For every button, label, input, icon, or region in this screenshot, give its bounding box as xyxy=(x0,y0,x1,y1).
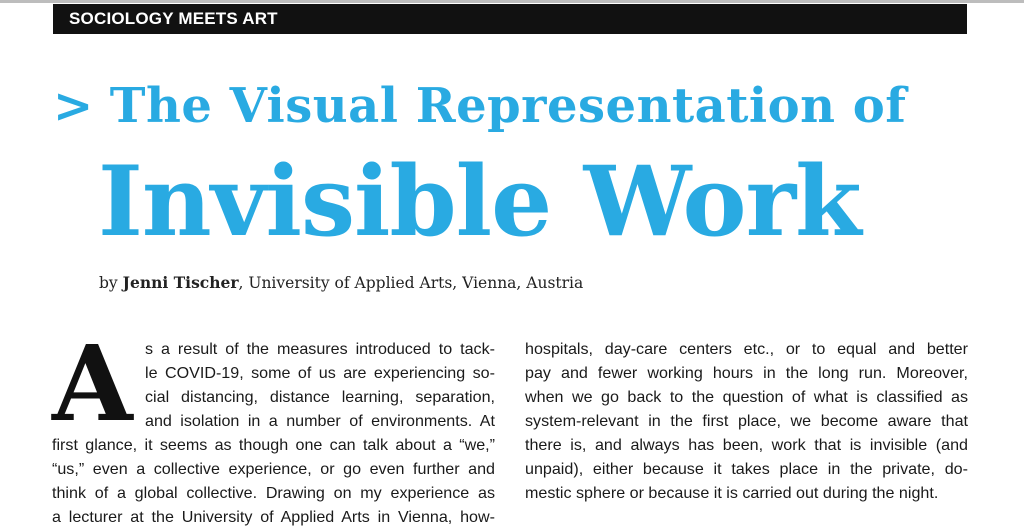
body-line: le COVID-19, some of us are experiencing so- xyxy=(145,364,495,382)
chevron-icon: > xyxy=(53,78,94,134)
article-column-right xyxy=(525,337,968,505)
top-divider xyxy=(0,0,1024,3)
article-column-left xyxy=(52,322,495,529)
body-line: mestic sphere or because it is carried out during the night. xyxy=(525,484,939,502)
author-affiliation: , University of Applied Arts, Vienna, Austria xyxy=(238,274,584,292)
article-title-line-2: Invisible Work xyxy=(98,145,861,258)
body-line: cial distancing, distance learning, separation, xyxy=(145,388,495,406)
byline xyxy=(99,272,979,294)
body-line: unpaid), either because it takes place in the private, do- xyxy=(525,460,968,478)
body-line: s a result of the measures introduced to tack- xyxy=(145,340,495,358)
body-line: hospitals, day-care centers etc., or to equal and better xyxy=(525,340,968,358)
body-line: when we go back to the question of what is classified as xyxy=(525,388,968,406)
article-title-line-1 xyxy=(53,74,973,138)
body-line: “us,” even a collective experience, or go even further and xyxy=(52,460,495,478)
body-line: there is, and always has been, work that is invisible (and xyxy=(525,436,968,454)
body-line: a lecturer at the University of Applied Arts in Vienna, how- xyxy=(52,508,495,526)
drop-cap: A xyxy=(52,322,133,445)
body-line: pay and fewer working hours in the long run. Moreover, xyxy=(525,364,968,382)
byline-prefix: by xyxy=(99,274,118,292)
body-line: first glance, it seems as though one can talk about a “we,” xyxy=(52,436,495,454)
body-line: system-relevant in the first place, we become aware that xyxy=(525,412,968,430)
title-text-1: The Visual Representation of xyxy=(109,78,907,134)
section-header: SOCIOLOGY MEETS ART xyxy=(53,4,967,34)
author-name: Jenni Tischer xyxy=(122,273,239,292)
body-line: and isolation in a number of environments. At xyxy=(145,412,495,430)
body-line: think of a global collective. Drawing on my experience as xyxy=(52,484,495,502)
